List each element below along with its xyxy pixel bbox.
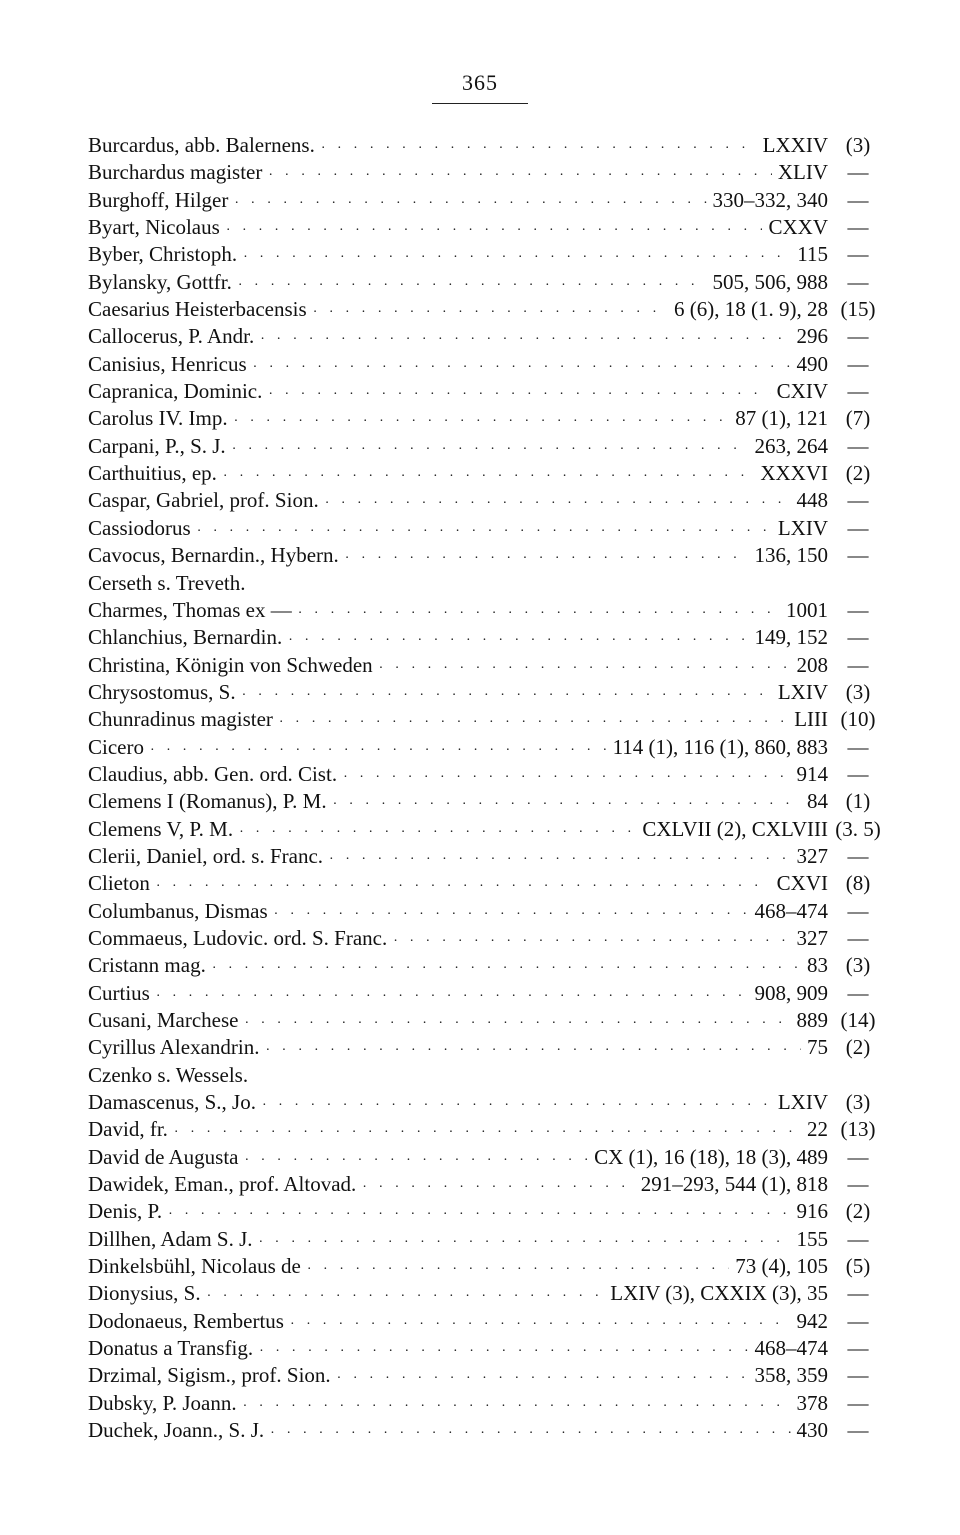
entry-reference: 114 (1), 116 (1), 860, 883 <box>612 734 828 759</box>
dot-leader <box>197 522 772 542</box>
entry-note: — <box>847 1281 869 1306</box>
index-entry <box>88 624 888 651</box>
dot-leader <box>268 385 770 405</box>
dot-leader <box>343 768 790 788</box>
entry-reference: CXLVII (2), CXLVIII <box>642 816 828 841</box>
entry-reference: XLIV <box>777 160 828 185</box>
index-entry <box>88 1253 888 1280</box>
entry-note: — <box>847 734 869 759</box>
entry-note: (13) <box>840 1117 876 1142</box>
dot-leader <box>234 194 706 214</box>
entry-reference: LXIV <box>777 679 828 704</box>
dot-leader <box>207 1287 605 1307</box>
dot-leader <box>174 1123 801 1143</box>
entry-name: Dionysius, S. <box>88 1281 201 1306</box>
entry-reference: 327 <box>796 925 828 950</box>
entry-name: Duchek, Joann., S. J. <box>88 1418 265 1443</box>
index-entry <box>88 1034 888 1061</box>
entry-name: Cyrillus Alexandrin. <box>88 1035 260 1060</box>
entry-name: Columbanus, Dismas <box>88 898 268 923</box>
index-entry <box>88 1144 888 1171</box>
index-entry <box>88 706 888 733</box>
dot-leader <box>242 686 772 706</box>
entry-name: David, fr. <box>88 1117 168 1142</box>
entry-name: Chlanchius, Bernardin. <box>88 625 283 650</box>
entry-reference: 83 <box>807 953 828 978</box>
index-entry <box>88 597 888 624</box>
entry-note: (3. 5) <box>835 816 881 841</box>
entry-reference: 84 <box>807 789 828 814</box>
dot-leader <box>325 494 791 514</box>
index-entry <box>88 214 888 241</box>
entry-reference: 378 <box>796 1390 828 1415</box>
entry-note: (8) <box>845 871 871 896</box>
entry-reference: 914 <box>796 761 828 786</box>
entry-reference: 155 <box>796 1226 828 1251</box>
entry-note: — <box>847 1226 869 1251</box>
entry-note: — <box>847 242 869 267</box>
index-entry <box>88 870 888 897</box>
entry-name: Canisius, Henricus <box>88 351 247 376</box>
entry-name: Cristann mag. <box>88 953 206 978</box>
dot-leader <box>168 1205 790 1225</box>
dot-leader <box>393 932 790 952</box>
entry-note: — <box>847 379 869 404</box>
dot-leader <box>362 1178 634 1198</box>
index-entry <box>88 898 888 925</box>
entry-name: Clieton <box>88 871 150 896</box>
entry-reference: 908, 909 <box>754 980 828 1005</box>
dot-leader <box>156 987 749 1007</box>
entry-name: Carthuitius, ep. <box>88 461 217 486</box>
dot-leader <box>337 1369 749 1389</box>
entry-name: Denis, P. <box>88 1199 163 1224</box>
entry-reference: LXIV <box>777 515 828 540</box>
entry-note: — <box>847 1144 869 1169</box>
index-entry <box>88 1335 888 1362</box>
entry-name: Charmes, Thomas ex — <box>88 597 292 622</box>
entry-reference: 330–332, 340 <box>712 187 828 212</box>
dot-leader <box>379 659 791 679</box>
entry-reference: 468–474 <box>754 1336 828 1361</box>
entry-note: — <box>847 980 869 1005</box>
entry-name: Caspar, Gabriel, prof. Sion. <box>88 488 319 513</box>
index-entry <box>88 460 888 487</box>
index-entry <box>88 980 888 1007</box>
entry-note: — <box>847 652 869 677</box>
entry-reference: 136, 150 <box>754 543 828 568</box>
entry-note: — <box>847 543 869 568</box>
entry-reference: 87 (1), 121 <box>735 406 828 431</box>
entry-name: Dodonaeus, Rembertus <box>88 1308 284 1333</box>
entry-name: David de Augusta <box>88 1144 239 1169</box>
entry-note: — <box>847 1336 869 1361</box>
entry-name: Drzimal, Sigism., prof. Sion. <box>88 1363 331 1388</box>
entry-reference: LXXIV <box>762 133 828 157</box>
dot-leader <box>234 412 730 432</box>
entry-name: Clemens V, P. M. <box>88 816 234 841</box>
entry-note: (2) <box>845 461 871 486</box>
dot-leader <box>243 248 791 268</box>
entry-name: Cicero <box>88 734 144 759</box>
index-entry <box>88 187 888 214</box>
entry-reference: CXXV <box>768 215 828 240</box>
dot-leader <box>262 1096 772 1116</box>
dot-leader <box>232 440 749 460</box>
dot-leader <box>266 1041 802 1061</box>
dot-leader <box>212 959 801 979</box>
entry-note: — <box>847 1390 869 1415</box>
entry-note: (5) <box>845 1254 871 1279</box>
entry-note: — <box>847 215 869 240</box>
entry-note: — <box>847 1363 869 1388</box>
dot-leader <box>333 795 801 815</box>
entry-note: — <box>847 187 869 212</box>
entry-name: Burchardus magister <box>88 160 263 185</box>
entry-reference: 916 <box>796 1199 828 1224</box>
entry-note: (7) <box>845 406 871 431</box>
index-entry <box>88 652 888 679</box>
entry-name: Curtius <box>88 980 150 1005</box>
index-list <box>88 132 888 1445</box>
entry-name: Chunradinus magister <box>88 707 273 732</box>
index-entry <box>88 487 888 514</box>
entry-note: — <box>847 1418 869 1443</box>
index-entry <box>88 296 888 323</box>
entry-name: Burcardus, abb. Balernens. <box>88 133 315 157</box>
entry-reference: LIII <box>794 707 828 732</box>
page-number: 365 <box>462 70 498 95</box>
entry-note: — <box>847 898 869 923</box>
dot-leader <box>253 358 791 378</box>
entry-reference: 22 <box>807 1117 828 1142</box>
dot-leader <box>274 905 749 925</box>
dot-leader <box>259 1342 748 1362</box>
entry-name: Burghoff, Hilger <box>88 187 229 212</box>
entry-name: Dillhen, Adam S. J. <box>88 1226 253 1251</box>
index-entry <box>88 1417 888 1444</box>
entry-note: (14) <box>840 1008 876 1032</box>
page-number-rule <box>432 103 528 104</box>
dot-leader <box>298 604 780 624</box>
index-entry <box>88 816 888 843</box>
index-entry <box>88 241 888 268</box>
index-entry <box>88 925 888 952</box>
index-entry <box>88 679 888 706</box>
entry-name: Christina, Königin von Schweden <box>88 652 373 677</box>
entry-note: (2) <box>845 1035 871 1060</box>
entry-name: Byart, Nicolaus <box>88 215 220 240</box>
dot-leader <box>329 850 790 870</box>
entry-note: — <box>847 625 869 650</box>
entry-note: (3) <box>845 1090 871 1115</box>
entry-name: Dawidek, Eman., prof. Altovad. <box>88 1172 357 1197</box>
index-entry <box>88 734 888 761</box>
dot-leader <box>260 330 790 350</box>
dot-leader <box>243 1397 791 1417</box>
dot-leader <box>288 631 748 651</box>
entry-reference: 430 <box>796 1418 828 1443</box>
entry-reference: 208 <box>796 652 828 677</box>
dot-leader <box>270 1424 790 1444</box>
index-entry <box>88 1062 888 1089</box>
entry-reference: CX (1), 16 (18), 18 (3), 489 <box>594 1144 828 1169</box>
entry-name: Dinkelsbühl, Nicolaus de <box>88 1254 301 1279</box>
index-entry <box>88 405 888 432</box>
entry-note: (3) <box>845 953 871 978</box>
entry-name: Cusani, Marchese <box>88 1008 239 1032</box>
entry-reference: 490 <box>796 351 828 376</box>
index-entry <box>88 378 888 405</box>
index-entry <box>88 1198 888 1225</box>
dot-leader <box>259 1233 791 1253</box>
dot-leader <box>223 467 754 487</box>
index-entry <box>88 433 888 460</box>
entry-name: Byber, Christoph. <box>88 242 238 267</box>
entry-reference: 115 <box>797 242 828 267</box>
index-entry <box>88 351 888 378</box>
index-entry <box>88 1089 888 1116</box>
index-entry <box>88 843 888 870</box>
dot-leader <box>313 303 668 323</box>
entry-note: (10) <box>840 707 876 732</box>
entry-note: — <box>847 597 869 622</box>
entry-name: Cavocus, Bernardin., Hybern. <box>88 543 339 568</box>
entry-note: — <box>847 761 869 786</box>
index-entry <box>88 952 888 979</box>
index-entry <box>88 1362 888 1389</box>
dot-leader <box>239 823 636 843</box>
index-entry <box>88 761 888 788</box>
dot-leader <box>226 221 763 241</box>
dot-leader <box>345 549 749 569</box>
index-entry <box>88 515 888 542</box>
entry-reference: CXIV <box>776 379 828 404</box>
index-entry <box>88 542 888 569</box>
entry-note: — <box>847 433 869 458</box>
entry-name: Clemens I (Romanus), P. M. <box>88 789 327 814</box>
index-entry <box>88 1171 888 1198</box>
dot-leader <box>244 1151 588 1171</box>
entry-reference: 468–474 <box>754 898 828 923</box>
dot-leader <box>279 713 788 733</box>
entry-note: — <box>847 925 869 950</box>
entry-reference: 942 <box>796 1308 828 1333</box>
entry-reference: LXIV (3), CXXIX (3), 35 <box>610 1281 828 1306</box>
entry-reference: 263, 264 <box>754 433 828 458</box>
entry-note: (1) <box>845 789 871 814</box>
entry-reference: 358, 359 <box>754 1363 828 1388</box>
entry-reference: 1001 <box>786 597 828 622</box>
entry-reference: 505, 506, 988 <box>712 269 828 294</box>
dot-leader <box>244 1014 790 1034</box>
index-entry <box>88 788 888 815</box>
entry-reference: 889 <box>796 1008 828 1032</box>
index-entry <box>88 269 888 296</box>
entry-name: Bylansky, Gottfr. <box>88 269 232 294</box>
entry-note: — <box>847 1172 869 1197</box>
entry-name: Capranica, Dominic. <box>88 379 263 404</box>
index-entry <box>88 1007 888 1034</box>
entry-reference: 75 <box>807 1035 828 1060</box>
entry-note: — <box>847 488 869 513</box>
entry-name: Czenko s. Wessels. <box>88 1062 249 1087</box>
entry-reference: LXIV <box>777 1090 828 1115</box>
entry-note: — <box>847 160 869 185</box>
entry-reference: CXVI <box>776 871 828 896</box>
entry-note: — <box>847 515 869 540</box>
dot-leader <box>150 741 607 761</box>
entry-note: — <box>847 269 869 294</box>
index-entry <box>88 1308 888 1335</box>
entry-reference: 73 (4), 105 <box>735 1254 828 1279</box>
index-entry <box>88 159 888 186</box>
entry-name: Carpani, P., S. J. <box>88 433 226 458</box>
entry-name: Dubsky, P. Joann. <box>88 1390 237 1415</box>
entry-reference: 296 <box>796 324 828 349</box>
entry-reference: 327 <box>796 843 828 868</box>
entry-name: Chrysostomus, S. <box>88 679 236 704</box>
dot-leader <box>238 276 707 296</box>
dot-leader <box>307 1260 729 1280</box>
entry-note: — <box>847 324 869 349</box>
index-entry <box>88 570 888 597</box>
entry-name: Carolus IV. Imp. <box>88 406 228 431</box>
index-entry <box>88 323 888 350</box>
entry-note: (2) <box>845 1199 871 1224</box>
entry-name: Cerseth s. Treveth. <box>88 570 246 595</box>
entry-name: Caesarius Heisterbacensis <box>88 297 307 322</box>
entry-name: Damascenus, S., Jo. <box>88 1090 256 1115</box>
entry-reference: 149, 152 <box>754 625 828 650</box>
index-entry <box>88 132 888 159</box>
entry-reference: XXXVI <box>760 461 828 486</box>
entry-name: Commaeus, Ludovic. ord. S. Franc. <box>88 925 388 950</box>
entry-note: (3) <box>845 133 871 157</box>
entry-reference: 448 <box>796 488 828 513</box>
dot-leader <box>321 139 757 159</box>
entry-name: Donatus a Transfig. <box>88 1336 254 1361</box>
entry-name: Claudius, abb. Gen. ord. Cist. <box>88 761 338 786</box>
entry-note: — <box>847 351 869 376</box>
index-entry <box>88 1280 888 1307</box>
dot-leader <box>156 877 771 897</box>
entry-note: — <box>847 843 869 868</box>
entry-reference: 6 (6), 18 (1. 9), 28 <box>674 297 828 322</box>
entry-name: Cassiodorus <box>88 515 191 540</box>
index-entry <box>88 1226 888 1253</box>
dot-leader <box>268 166 771 186</box>
index-entry <box>88 1116 888 1143</box>
entry-name: Callocerus, P. Andr. <box>88 324 255 349</box>
entry-note: (15) <box>840 297 876 322</box>
dot-leader <box>290 1315 791 1335</box>
entry-note: — <box>847 1308 869 1333</box>
index-entry <box>88 1390 888 1417</box>
entry-name: Clerii, Daniel, ord. s. Franc. <box>88 843 324 868</box>
entry-note: (3) <box>845 679 871 704</box>
entry-reference: 291–293, 544 (1), 818 <box>640 1172 828 1197</box>
